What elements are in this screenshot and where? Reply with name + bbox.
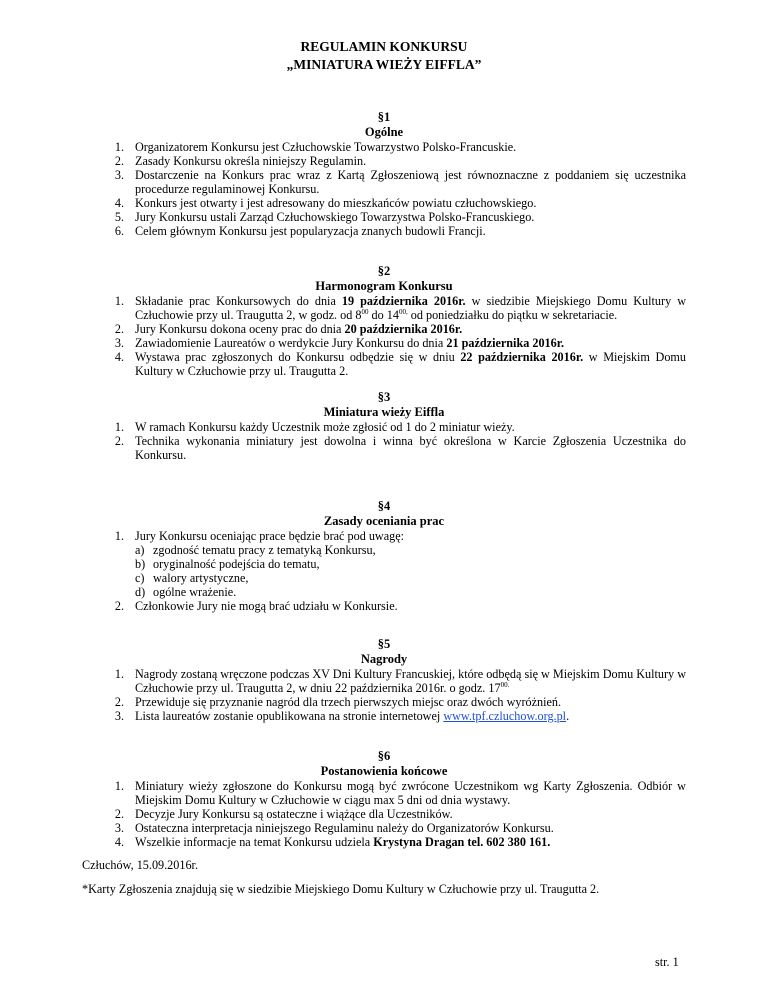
section-5 <box>82 637 686 723</box>
item-text: od poniedziałku do piątku w sekretariacie. <box>407 308 618 322</box>
list-item <box>82 322 686 336</box>
sub-item <box>135 585 686 599</box>
section-3 <box>82 390 686 462</box>
item-number: 2. <box>114 599 124 613</box>
item-text: Dostarczenie na Konkurs prac wraz z Kartą Zgłoszeniową jest równoznaczne z poddaniem się uczestnika procedurze regulaminowej Konkursu. <box>135 168 686 196</box>
list-item <box>82 140 686 154</box>
item-number: 1. <box>114 420 124 434</box>
sub-item <box>135 571 686 585</box>
list-item <box>82 420 686 434</box>
item-text: Miniatury wieży zgłoszone do Konkursu mogą być zwrócone Uczestnikom wg Karty Zgłoszenia. Odbiór w Miejskim Domu Kultury w Człuchowie w ciągu max 5 dni od dnia wystawy. <box>135 779 686 807</box>
item-number: 1. <box>114 779 124 793</box>
item-text: Jury Konkursu dokona oceny prac do dnia <box>135 322 345 336</box>
sub-text: oryginalność podejścia do tematu, <box>153 557 320 571</box>
section-list <box>82 420 686 462</box>
item-text: Członkowie Jury nie mogą brać udziału w Konkursie. <box>135 599 398 613</box>
section-1 <box>82 110 686 238</box>
list-item <box>82 224 686 238</box>
exhibition-date: 22 października 2016r. <box>460 350 584 364</box>
footer-note: *Karty Zgłoszenia znajdują się w siedzibie Miejskiego Domu Kultury w Człuchowie przy ul. Traugutta 2. <box>82 882 600 896</box>
list-item <box>82 835 686 849</box>
section-heading: Zasady oceniania prac <box>323 514 445 528</box>
section-number: §6 <box>377 749 391 763</box>
item-number: 2. <box>114 807 124 821</box>
section-4 <box>82 499 686 613</box>
item-text: Nagrody zostaną wręczone podczas XV Dni Kultury Francuskiej, które odbędą się w Miejskim Domu Kultury w Człuchowie przy ul. Traugutta 2, w dniu 22 października 2016r. o godz. 17 <box>135 667 686 695</box>
section-heading: Postanowienia końcowe <box>320 764 448 778</box>
item-text: Jury Konkursu ustali Zarząd Człuchowskiego Towarzystwa Polsko-Francuskiego. <box>135 210 535 224</box>
section-heading: Harmonogram Konkursu <box>315 279 453 293</box>
item-text: Technika wykonania miniatury jest dowolna i winna być określona w Karcie Zgłoszenia Uczestnika do Konkursu. <box>135 434 686 462</box>
item-number: 5. <box>114 210 124 224</box>
list-item <box>82 196 686 210</box>
list-item <box>82 667 686 695</box>
contact-info: Krystyna Dragan tel. 602 380 161. <box>373 835 551 849</box>
item-number: 1. <box>114 529 124 543</box>
item-text: Wystawa prac zgłoszonych do Konkursu odbędzie się w dniu <box>135 350 461 364</box>
page-number: str. 1 <box>655 955 679 969</box>
superscript: 00 <box>361 307 369 316</box>
list-item <box>82 599 686 613</box>
list-item <box>82 779 686 807</box>
sub-item <box>135 543 686 557</box>
item-text: do 14 <box>368 308 399 322</box>
list-item <box>82 709 686 723</box>
section-list <box>82 779 686 849</box>
item-text: Wszelkie informacje na temat Konkursu udziela <box>135 835 374 849</box>
item-number: 4. <box>114 196 124 210</box>
item-number: 2. <box>114 154 124 168</box>
item-number: 6. <box>114 224 124 238</box>
item-text: Decyzje Jury Konkursu są ostateczne i wiążące dla Uczestników. <box>135 807 453 821</box>
section-heading: Ogólne <box>364 125 404 139</box>
item-text: Lista laureatów zostanie opublikowana na stronie internetowej <box>135 709 444 723</box>
section-list <box>82 140 686 238</box>
item-text: Celem głównym Konkursu jest popularyzacja znanych budowli Francji. <box>135 224 486 238</box>
list-item <box>82 154 686 168</box>
item-text: Zasady Konkursu określa niniejszy Regulamin. <box>135 154 367 168</box>
sub-text: ogólne wrażenie. <box>153 585 237 599</box>
item-text: w Miejskim Domu Kultury w Człuchowie przy ul. Traugutta 2. <box>135 350 686 378</box>
notification-date: 21 października 2016r. <box>446 336 565 350</box>
item-number: 4. <box>114 350 124 364</box>
list-item <box>82 210 686 224</box>
document-title: REGULAMIN KONKURSU <box>300 39 468 54</box>
section-number: §2 <box>377 264 391 278</box>
list-item <box>82 294 686 322</box>
item-number: 1. <box>114 140 124 154</box>
item-text: W ramach Konkursu każdy Uczestnik może zgłosić od 1 do 2 miniatur wieży. <box>135 420 515 434</box>
section-number: §4 <box>377 499 391 513</box>
section-number: §1 <box>377 110 391 124</box>
item-number: 4. <box>114 835 124 849</box>
item-number: 2. <box>114 322 124 336</box>
section-heading: Nagrody <box>360 652 408 666</box>
document-subtitle: „MINIATURA WIEŻY EIFFLA” <box>286 57 482 72</box>
item-text: . <box>566 709 570 723</box>
item-number: 3. <box>114 709 124 723</box>
item-text: Jury Konkursu oceniając prace będzie brać pod uwagę: <box>135 529 405 543</box>
list-item <box>82 807 686 821</box>
item-text: Konkurs jest otwarty i jest adresowany do mieszkańców powiatu człuchowskiego. <box>135 196 537 210</box>
item-text: Składanie prac Konkursowych do dnia <box>135 294 342 308</box>
item-number: 2. <box>114 695 124 709</box>
section-list <box>82 294 686 378</box>
item-number: 3. <box>114 821 124 835</box>
deadline-date: 19 października 2016r. <box>341 294 466 308</box>
section-list <box>82 667 686 723</box>
criteria-list <box>135 543 686 599</box>
list-item <box>82 350 686 378</box>
sub-letter: a) <box>135 543 145 557</box>
section-list <box>82 529 686 613</box>
evaluation-date: 20 października 2016r. <box>344 322 463 336</box>
item-text: Ostateczna interpretacja niniejszego Regulaminu należy do Organizatorów Konkursu. <box>135 821 554 835</box>
sub-letter: c) <box>135 571 145 585</box>
list-item <box>82 336 686 350</box>
item-number: 1. <box>114 667 124 681</box>
item-number: 3. <box>114 336 124 350</box>
section-heading: Miniatura wieży Eiffla <box>323 405 445 419</box>
sub-letter: b) <box>135 557 146 571</box>
item-number: 2. <box>114 434 124 448</box>
item-text: Zawiadomienie Laureatów o werdykcie Jury Konkursu do dnia <box>135 336 447 350</box>
superscript: 00, <box>398 307 408 316</box>
section-number: §5 <box>377 637 391 651</box>
sub-item <box>135 557 686 571</box>
list-item <box>82 821 686 835</box>
section-6 <box>82 749 686 849</box>
sub-text: zgodność tematu pracy z tematyką Konkursu, <box>153 543 376 557</box>
item-text: w siedzibie Miejskiego Domu Kultury w Człuchowie przy ul. Traugutta 2, w godz. od 8 <box>135 294 687 322</box>
section-2 <box>82 264 686 378</box>
sub-text: walory artystyczne, <box>153 571 249 585</box>
item-text: Przewiduje się przyznanie nagród dla trzech pierwszych miejsc oraz dwóch wyróżnień. <box>135 695 562 709</box>
list-item <box>82 529 686 599</box>
superscript: 00. <box>500 680 510 689</box>
footer-date: Człuchów, 15.09.2016r. <box>82 858 198 872</box>
sub-letter: d) <box>135 585 146 599</box>
list-item <box>82 434 686 462</box>
item-text: Organizatorem Konkursu jest Człuchowskie Towarzystwo Polsko-Francuskie. <box>135 140 517 154</box>
item-number: 3. <box>114 168 124 182</box>
website-link[interactable]: www.tpf.czluchow.org.pl <box>443 709 567 723</box>
item-number: 1. <box>114 294 124 308</box>
section-number: §3 <box>377 390 391 404</box>
list-item <box>82 168 686 196</box>
list-item <box>82 695 686 709</box>
